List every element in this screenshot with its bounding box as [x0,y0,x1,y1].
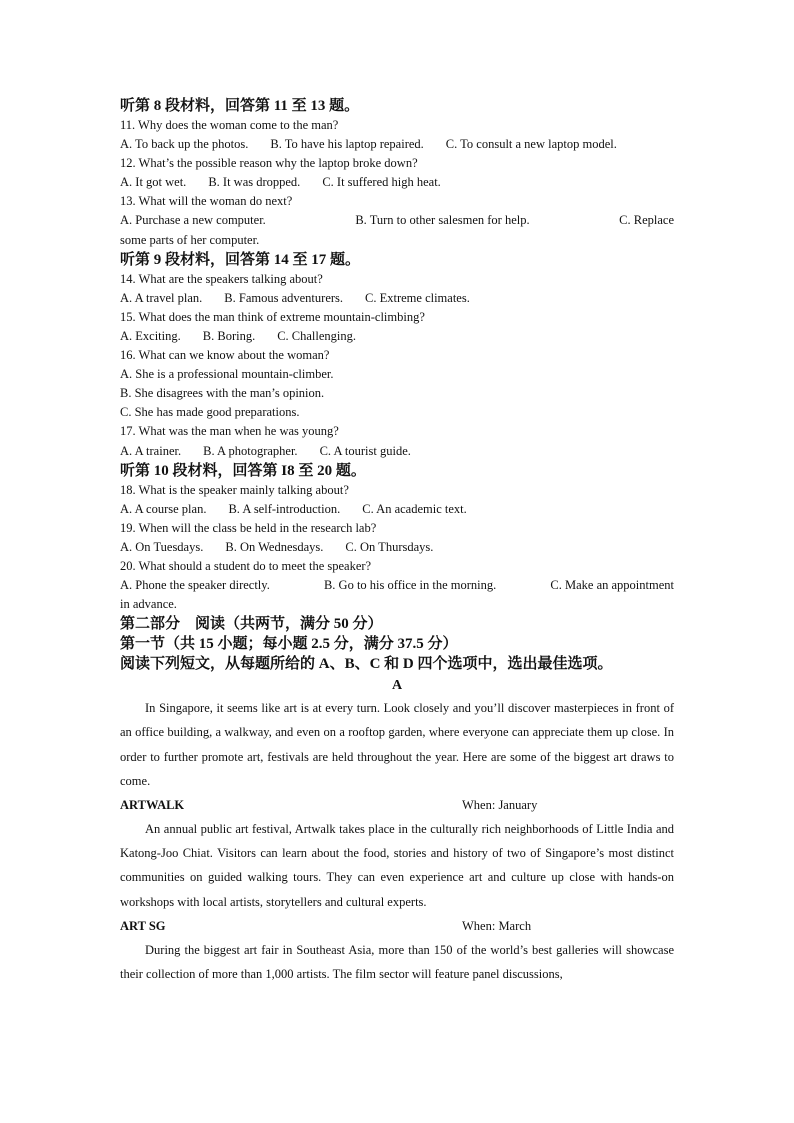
question-13: 13. What will the woman do next? [120,194,293,209]
question-13-option-c-continued: some parts of her computer. [120,232,260,247]
section-9-heading: 听第 9 段材料，回答第 14 至 17 题。 [120,251,361,268]
option-c: C. Replace [619,213,674,228]
question-16-option-a: A. She is a professional mountain-climber. [120,367,334,382]
option-c: C. A tourist guide. [319,443,411,458]
question-11-options [120,135,674,154]
event-description-art-sg: During the biggest art fair in Southeast Asia, more than 150 of the world’s best galleries will showcase their collection of more than 1,000 artists. The film sector will feature panel discussions, [120,942,674,982]
option-b: B. Boring. [202,328,256,343]
event-header-artwalk [120,793,674,817]
option-c: C. An academic text. [362,501,467,516]
option-a: A. A course plan. [120,501,207,516]
option-c: C. To consult a new laptop model. [445,137,617,152]
question-15-options [120,327,674,346]
option-a: A. Purchase a new computer. [120,213,266,228]
option-c: C. Make an appointment [550,578,674,593]
question-16: 16. What can we know about the woman? [120,348,330,363]
question-20-options [120,576,674,595]
option-c: C. Extreme climates. [365,290,470,305]
part-2-subheading: 第一节（共 15 小题；每小题 2.5 分，满分 37.5 分） [120,636,458,653]
reading-instruction: 阅读下列短文，从每题所给的 A、B、C 和 D 四个选项中，选出最佳选项。 [120,656,613,673]
question-17-options [120,442,674,461]
event-description-artwalk: An annual public art festival, Artwalk takes place in the culturally rich neighborhoods of Little India and Katong-Joo Chiat. Visitors can learn about the food, stories and history of two of Singapore’s most distinct communities on guided walking tours. They can even experience art and culture up close with hands-on workshops with local artists, storytellers and cultural experts. [120,822,674,909]
option-b: B. Go to his office in the morning. [323,578,497,593]
question-12: 12. What’s the possible reason why the laptop broke down? [120,156,418,171]
passage-letter: A [391,678,403,694]
option-a: A. On Tuesdays. [120,539,204,554]
question-13-options [120,211,674,230]
option-b: B. To have his laptop repaired. [270,137,424,152]
question-14: 14. What are the speakers talking about? [120,271,323,286]
question-14-options [120,289,674,308]
question-18-options [120,500,674,519]
question-19: 19. When will the class be held in the research lab? [120,520,377,535]
option-c: C. On Thursdays. [345,539,434,554]
question-19-options [120,538,674,557]
option-a: A. A travel plan. [120,290,203,305]
option-b: B. Famous adventurers. [224,290,344,305]
event-header-art-sg [120,914,674,938]
question-20-option-c-continued: in advance. [120,597,177,612]
option-c: C. It suffered high heat. [322,175,441,190]
section-8-heading: 听第 8 段材料，回答第 11 至 13 题。 [120,98,360,114]
option-b: B. It was dropped. [208,175,301,190]
exam-page [120,96,674,986]
question-18: 18. What is the speaker mainly talking about? [120,482,349,497]
question-17: 17. What was the man when he was young? [120,424,339,439]
option-b: B. A photographer. [203,443,298,458]
question-15: 15. What does the man think of extreme mountain-climbing? [120,309,425,324]
event-name: ART SG [120,918,166,933]
section-10-heading: 听第 10 段材料，回答第 I8 至 20 题。 [120,462,366,479]
option-b: B. On Wednesdays. [225,539,324,554]
passage-intro: In Singapore, it seems like art is at every turn. Look closely and you’ll discover masterpieces in front of an office building, a walkway, and even on a rooftop garden, where everyone can appreciate them up close. In order to further promote art, festivals are held throughout the year. Here are some of the biggest art draws to come. [120,701,674,788]
question-12-options [120,173,674,192]
option-a: A. It got wet. [120,175,187,190]
option-a: A. Exciting. [120,328,181,343]
option-a: A. To back up the photos. [120,137,249,152]
question-11: 11. Why does the woman come to the man? [120,118,339,132]
option-a: A. Phone the speaker directly. [120,578,270,593]
event-name: ARTWALK [120,798,185,813]
option-b: B. Turn to other salesmen for help. [355,213,530,228]
option-c: C. Challenging. [277,328,357,343]
event-date: When: March [462,918,532,933]
option-a: A. A trainer. [120,443,182,458]
question-16-option-b: B. She disagrees with the man’s opinion. [120,386,325,401]
event-date: When: January [462,798,538,813]
question-20: 20. What should a student do to meet the speaker? [120,558,372,573]
option-b: B. A self-introduction. [228,501,341,516]
question-16-option-c: C. She has made good preparations. [120,405,300,420]
part-2-heading: 第二部分 阅读（共两节，满分 50 分） [120,616,383,633]
